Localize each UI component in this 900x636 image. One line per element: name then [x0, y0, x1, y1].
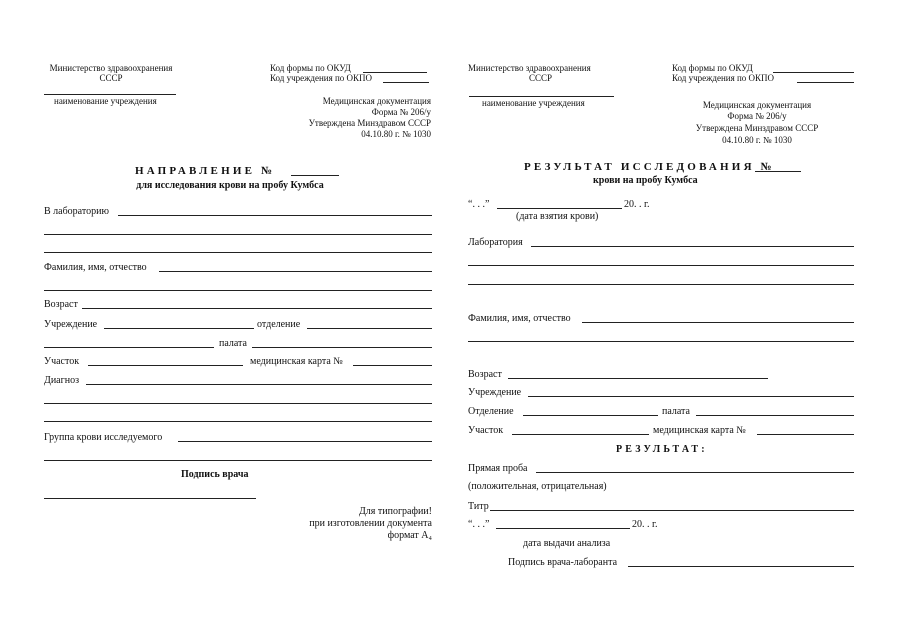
fullname-label: Фамилия, имя, отчество [44, 262, 147, 273]
ward-prefix-line[interactable] [44, 347, 214, 348]
form-number-line[interactable] [291, 175, 339, 176]
okud-code-line[interactable] [773, 72, 854, 73]
date-line[interactable] [497, 208, 622, 209]
laboratory-line-3[interactable] [44, 252, 432, 253]
med-docs-label: Медицинская документация [702, 100, 812, 110]
direct-test-line[interactable] [536, 472, 854, 473]
medcard-line[interactable] [353, 365, 432, 366]
diagnosis-line-3[interactable] [44, 421, 432, 422]
institution-name-line[interactable] [44, 94, 176, 95]
diagnosis-line-2[interactable] [44, 403, 432, 404]
fullname-line-2[interactable] [44, 290, 432, 291]
district-label: Участок [44, 356, 80, 367]
ministry-name: Министерство здравоохранения [49, 63, 173, 73]
okud-label: Код формы по ОКУД [672, 63, 753, 73]
diagnosis-label: Диагноз [44, 375, 80, 386]
print-note-1: Для типографии! [358, 506, 432, 517]
ward-line[interactable] [696, 415, 854, 416]
bloodgroup-line[interactable] [178, 441, 432, 442]
laboratory-line-2[interactable] [44, 234, 432, 235]
district-line[interactable] [512, 434, 649, 435]
age-label: Возраст [44, 299, 78, 310]
okpo-code-line[interactable] [383, 82, 429, 83]
issue-date-quote: “. . .” [468, 519, 490, 530]
institution-name-line[interactable] [469, 96, 614, 97]
ministry-country: СССР [529, 73, 553, 83]
ministry-name: Министерство здравоохранения [468, 63, 591, 73]
print-note-3: формат А₄ [387, 530, 432, 541]
form-subtitle: крови на пробу Кумбса [593, 175, 698, 186]
institution-name-caption: наименование учреждения [54, 96, 157, 106]
print-note-2: при изготовлении документа [309, 518, 432, 529]
titer-label: Титр [468, 501, 489, 512]
approved-date: 04.10.80 г. № 1030 [361, 129, 431, 139]
doctor-signature-line[interactable] [44, 498, 256, 499]
okpo-label: Код учреждения по ОКПО [672, 73, 775, 83]
bloodgroup-label: Группа крови исследуемого [44, 432, 163, 443]
department-line[interactable] [523, 415, 658, 416]
form-subtitle: для исследования крови на пробу Кумбса [136, 180, 324, 191]
okud-label: Код формы по ОКУД [270, 63, 351, 73]
issue-date-line[interactable] [496, 528, 630, 529]
institution-line[interactable] [104, 328, 254, 329]
medcard-line[interactable] [757, 434, 854, 435]
approved-by: Утверждена Минздравом СССР [695, 123, 819, 133]
institution-line[interactable] [528, 396, 854, 397]
result-heading: РЕЗУЛЬТАТ: [616, 444, 708, 455]
department-line[interactable] [307, 328, 432, 329]
form-number: Форма № 206/у [371, 107, 431, 117]
approved-by: Утверждена Минздравом СССР [308, 118, 431, 128]
department-label: Отделение [468, 406, 514, 417]
fullname-line[interactable] [159, 271, 432, 272]
okpo-code-line[interactable] [797, 82, 854, 83]
direct-test-options: (положительная, отрицательная) [468, 481, 607, 492]
age-label: Возраст [468, 369, 502, 380]
ministry-country: СССР [99, 73, 123, 83]
department-label: отделение [257, 319, 301, 330]
laboratory-label: В лабораторию [44, 206, 109, 217]
age-line[interactable] [508, 378, 768, 379]
medcard-label: медицинская карта № [250, 356, 343, 367]
institution-label: Учреждение [44, 319, 98, 330]
med-docs-label: Медицинская документация [322, 96, 431, 106]
ward-label: палата [662, 406, 690, 417]
laboratory-line-2[interactable] [468, 265, 854, 266]
direct-test-label: Прямая проба [468, 463, 528, 474]
date-quote: “. . .” [468, 199, 490, 210]
laboratory-line[interactable] [118, 215, 432, 216]
form-number-line[interactable] [755, 171, 801, 172]
institution-label: Учреждение [468, 387, 522, 398]
approved-date: 04.10.80 г. № 1030 [722, 135, 792, 145]
doctor-signature-label: Подпись врача [181, 469, 249, 480]
form-title: РЕЗУЛЬТАТ ИССЛЕДОВАНИЯ № [524, 161, 775, 173]
ward-line[interactable] [252, 347, 432, 348]
fullname-line-2[interactable] [468, 341, 854, 342]
age-line[interactable] [82, 308, 432, 309]
laboratory-label: Лаборатория [468, 237, 523, 248]
lab-signature-line[interactable] [628, 566, 854, 567]
fullname-label: Фамилия, имя, отчество [468, 313, 571, 324]
okpo-label: Код учреждения по ОКПО [270, 73, 373, 83]
bloodgroup-line-2[interactable] [44, 460, 432, 461]
medcard-label: медицинская карта № [653, 425, 746, 436]
diagnosis-line[interactable] [86, 384, 432, 385]
date-caption: (дата взятия крови) [516, 211, 599, 222]
issue-date-year: 20. . г. [632, 519, 658, 530]
ward-label: палата [219, 338, 247, 349]
titer-line[interactable] [490, 510, 854, 511]
laboratory-line-3[interactable] [468, 284, 854, 285]
result-form [450, 0, 900, 636]
lab-signature-label: Подпись врача-лаборанта [508, 557, 618, 568]
district-line[interactable] [88, 365, 243, 366]
fullname-line[interactable] [582, 322, 854, 323]
institution-name-caption: наименование учреждения [482, 98, 585, 108]
issue-date-caption: дата выдачи анализа [523, 538, 611, 549]
district-label: Участок [468, 425, 504, 436]
laboratory-line[interactable] [531, 246, 854, 247]
date-year: 20. . г. [624, 199, 650, 210]
form-number: Форма № 206/у [727, 111, 787, 121]
okud-code-line[interactable] [363, 72, 427, 73]
form-title: НАПРАВЛЕНИЕ № [135, 165, 276, 177]
